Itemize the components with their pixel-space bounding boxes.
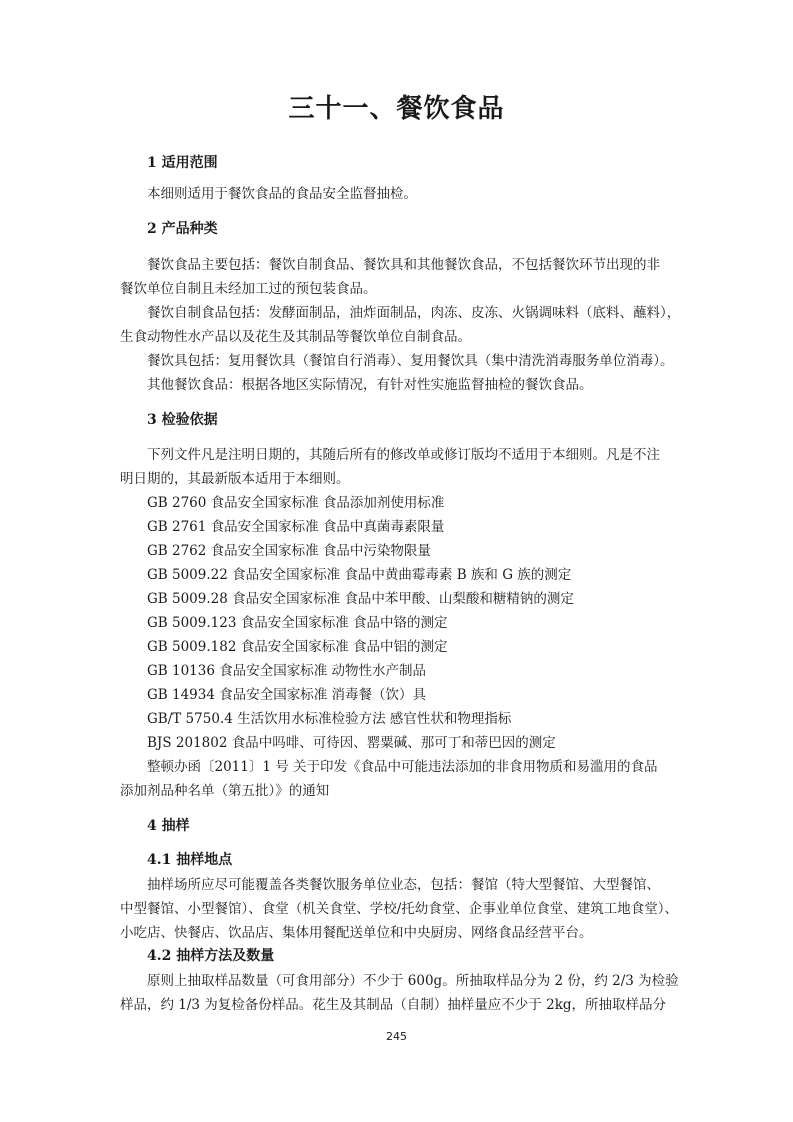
section-heading-basis: 3 检验依据 <box>147 412 218 428</box>
reference-item: GB 5009.28 食品安全国家标准 食品中苯甲酸、山梨酸和糖精钠的测定 <box>147 591 574 607</box>
product-types-p1-line2: 餐饮单位自制且未经加工过的预包装食品。 <box>120 281 377 297</box>
reference-item: GB 14934 食品安全国家标准 消毒餐（饮）具 <box>147 687 427 703</box>
sampling-location-line2: 中型餐馆、小型餐馆）、食堂（机关食堂、学校/托幼食堂、企事业单位食堂、建筑工地食堂）、 <box>120 901 679 917</box>
section-heading-sampling: 4 抽样 <box>147 818 190 834</box>
reference-item: GB 5009.22 食品安全国家标准 食品中黄曲霉毒素 B 族和 G 族的测定 <box>147 567 572 583</box>
reference-item: GB 5009.182 食品安全国家标准 食品中铝的测定 <box>147 639 448 655</box>
reference-item: GB/T 5750.4 生活饮用水标准检验方法 感官性状和物理指标 <box>147 711 512 727</box>
section-heading-scope: 1 适用范围 <box>147 155 218 171</box>
sampling-location-line3: 小吃店、快餐店、饮品店、集体用餐配送单位和中央厨房、网络食品经营平台。 <box>120 925 593 941</box>
basis-intro-line1: 下列文件凡是注明日期的，其随后所有的修改单或修订版均不适用于本细则。凡是不注 <box>147 447 660 463</box>
sampling-method-line2: 样品，约 1/3 为复检备份样品。花生及其制品（自制）抽样量应不少于 2kg，所抽取样品分 <box>120 997 667 1013</box>
product-types-p3: 餐饮具包括：复用餐饮具（餐馆自行消毒）、复用餐饮具（集中清洗消毒服务单位消毒）。 <box>147 353 674 369</box>
page-title: 三十一、餐饮食品 <box>288 94 505 124</box>
reference-item: GB 10136 食品安全国家标准 动物性水产制品 <box>147 663 427 679</box>
basis-intro-line2: 明日期的，其最新版本适用于本细则。 <box>120 471 350 487</box>
section-heading-product-types: 2 产品种类 <box>147 221 218 237</box>
scope-text: 本细则适用于餐饮食品的食品安全监督抽检。 <box>147 186 417 202</box>
reference-item: GB 2761 食品安全国家标准 食品中真菌毒素限量 <box>147 519 445 535</box>
reference-item: GB 2762 食品安全国家标准 食品中污染物限量 <box>147 543 431 559</box>
subsection-heading-sampling-location: 4.1 抽样地点 <box>147 852 233 868</box>
reference-notice-line1: 整顿办函〔2011〕1 号 关于印发《食品中可能违法添加的非食用物质和易滥用的食品 <box>147 759 658 775</box>
reference-item: GB 2760 食品安全国家标准 食品添加剂使用标准 <box>147 495 445 511</box>
subsection-heading-sampling-method: 4.2 抽样方法及数量 <box>147 948 275 964</box>
sampling-method-line1: 原则上抽取样品数量（可食用部分）不少于 600g。所抽取样品分为 2 份，约 2/3 为检验 <box>147 973 679 989</box>
product-types-p4: 其他餐饮食品：根据各地区实际情况，有针对性实施监督抽检的餐饮食品。 <box>147 377 593 393</box>
reference-notice-line2: 添加剂品种名单（第五批）》的通知 <box>120 783 330 799</box>
sampling-location-line1: 抽样场所应尽可能覆盖各类餐饮服务单位业态，包括：餐馆（特大型餐馆、大型餐馆、 <box>147 877 660 893</box>
product-types-p1-line1: 餐饮食品主要包括：餐饮自制食品、餐饮具和其他餐饮食品，不包括餐饮环节出现的非 <box>147 257 660 273</box>
product-types-p2-line1: 餐饮自制食品包括：发酵面制品，油炸面制品，肉冻、皮冻、火锅调味料（底料、蘸料）， <box>147 305 681 321</box>
page-number: 245 <box>386 1030 407 1043</box>
product-types-p2-line2: 生食动物性水产品以及花生及其制品等餐饮单位自制食品。 <box>120 329 471 345</box>
reference-item: GB 5009.123 食品安全国家标准 食品中铬的测定 <box>147 615 448 631</box>
reference-item: BJS 201802 食品中吗啡、可待因、罂粟碱、那可丁和蒂巴因的测定 <box>147 735 556 751</box>
